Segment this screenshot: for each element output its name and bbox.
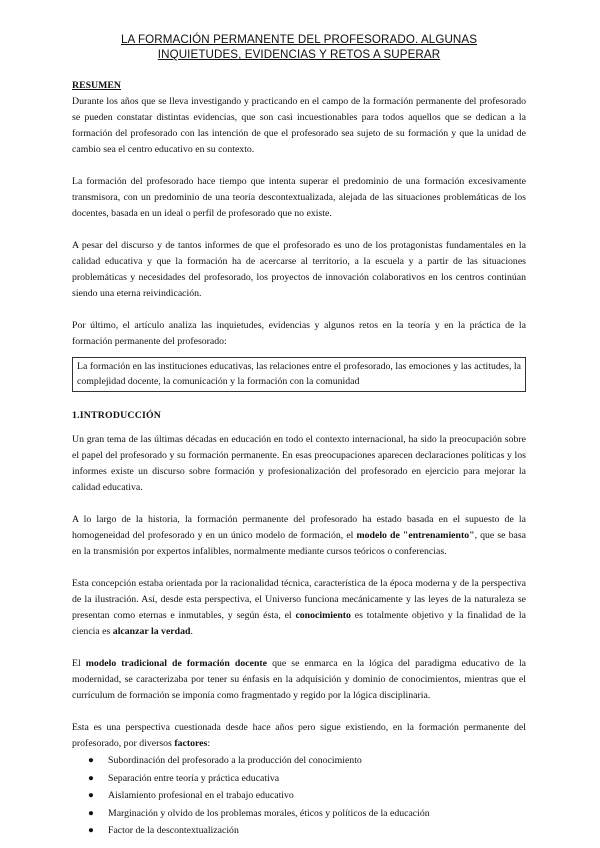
document-title bbox=[72, 32, 526, 62]
resumen-paragraph-2: La formación del profesorado hace tiempo que intenta superar el predominio de una formación excesivamente transmisora, con un predominio de una teoría descontextualizada, alejada de las situaciones problemáticas de los docentes, basada en un ideal o perfil de profesorado que no existe. bbox=[72, 176, 526, 219]
bullet-icon: ● bbox=[88, 825, 94, 836]
intro-paragraph-2 bbox=[72, 512, 526, 560]
intro-paragraph-3 bbox=[72, 576, 526, 640]
intro-p2-text-c: , que se basa en la transmisión por expertos infalibles, normalmente mediante cursos teóricos o conferencias. bbox=[72, 530, 526, 557]
factores-term: factores bbox=[174, 738, 208, 749]
factor-text: Separación entre teoría y práctica educativa bbox=[108, 772, 280, 784]
intro-p3-text-c: es totalmente objetivo y la finalidad de la ciencia es bbox=[72, 610, 526, 637]
resumen-paragraph-3: A pesar del discurso y de tantos informes de que el profesorado es uno de los protagonistas fundamentales en la calidad educativa y que la formación ha de acercarse al territorio, a la escuela y a partir de las situaciones problemáticas y necesidades del profesorado, los proyectos de innovación colaborativos en los centros continúan siendo una eterna reivindicación. bbox=[72, 240, 526, 299]
list-item bbox=[72, 770, 526, 788]
modelo-tradicional-term: modelo tradicional de formación docente bbox=[85, 658, 268, 669]
introduccion-heading: 1.INTRODUCCIÓN bbox=[72, 410, 162, 421]
intro-p5-text-a: Esta es una perspectiva cuestionada desde hace años pero sigue existiendo, en la formación permanente del profesorado, por diversos bbox=[72, 722, 526, 749]
conocimiento-term: conocimiento bbox=[295, 610, 351, 621]
intro-paragraph-4 bbox=[72, 656, 526, 704]
resumen-paragraph-1: Durante los años que se lleva investigando y practicando en el campo de la formación permanente del profesorado se pueden constatar distintas evidencias, que son casi incuestionables para todos aquellos que se dedican a la formación del profesorado con las intención de que el profesorado sea sujeto de su formación y que la unidad de cambio sea el centro educativo en su contexto. bbox=[72, 96, 526, 155]
modelo-entrenamiento-term: modelo de "entrenamiento" bbox=[356, 530, 475, 541]
list-item bbox=[72, 787, 526, 805]
resumen-heading: RESUMEN bbox=[72, 80, 121, 91]
list-item bbox=[72, 805, 526, 823]
list-item bbox=[72, 752, 526, 770]
introduccion-section bbox=[72, 408, 526, 840]
intro-p3-text-e: . bbox=[190, 626, 193, 637]
bullet-icon: ● bbox=[88, 790, 94, 801]
list-item bbox=[72, 822, 526, 840]
bullet-icon: ● bbox=[88, 755, 94, 766]
factor-text: Factor de la descontextualización bbox=[108, 825, 239, 836]
resumen-paragraph-4: Por último, el artículo analiza las inquietudes, evidencias y algunos retos en la teoría y en la práctica de la formación permanente del profesorado: bbox=[72, 320, 526, 347]
bullet-icon: ● bbox=[88, 772, 94, 784]
intro-p4-text-a: El bbox=[72, 658, 86, 669]
factor-text: Subordinación del profesorado a la producción del conocimiento bbox=[108, 755, 362, 766]
intro-paragraph-1: Un gran tema de las últimas décadas en educación en todo el contexto internacional, ha sido la preocupación sobre el papel del profesorado y su formación permanente. En esas preocupaciones aparecen declaraciones políticas y los informes existe un discurso sobre formación y profesionalización del profesorado en ejercicio para mejorar la calidad educativa. bbox=[72, 434, 526, 493]
intro-p4-text-c: que se enmarca en la lógica del paradigma educativo de la modernidad, se caracterizaba por tener su énfasis en la adquisición y dominio de conocimientos, mientras que el currículum de formación se imponía como fragmentado y regido por la lógica disciplinaria. bbox=[72, 658, 527, 701]
bullet-icon: ● bbox=[88, 807, 94, 819]
title-line-2: INQUIETUDES, EVIDENCIAS Y RETOS A SUPERAR bbox=[157, 48, 441, 61]
intro-p3-text-a: Esta concepción estaba orientada por la racionalidad técnica, característica de la época moderna y de la perspectiva de la ilustración. Así, desde esta perspectiva, el Universo funciona mecánicamente y las leyes de la naturaleza se presentan como eternas e inmutables, y según ésta, el bbox=[72, 578, 526, 621]
resumen-section bbox=[72, 78, 526, 392]
intro-paragraph-5 bbox=[72, 720, 526, 752]
title-line-1: LA FORMACIÓN PERMANENTE DEL PROFESORADO. ALGUNAS bbox=[120, 33, 478, 46]
factor-text: Aislamiento profesional en el trabajo educativo bbox=[108, 790, 294, 801]
factors-list bbox=[72, 752, 526, 840]
alcanzar-verdad-term: alcanzar la verdad bbox=[112, 626, 191, 637]
factor-text: Marginación y olvido de los problemas morales, éticos y políticos de la educación bbox=[108, 807, 430, 819]
intro-p5-text-c: : bbox=[207, 738, 211, 749]
topics-box: La formación en las instituciones educativas, las relaciones entre el profesorado, las emociones y las actitudes, la complejidad docente, la comunicación y la formación con la comunidad bbox=[72, 357, 526, 392]
intro-p2-text-a: A lo largo de la historia, la formación permanente del profesorado ha estado basada en el supuesto de la homogeneidad del profesorado y en un único modelo de formación, el bbox=[72, 514, 526, 541]
